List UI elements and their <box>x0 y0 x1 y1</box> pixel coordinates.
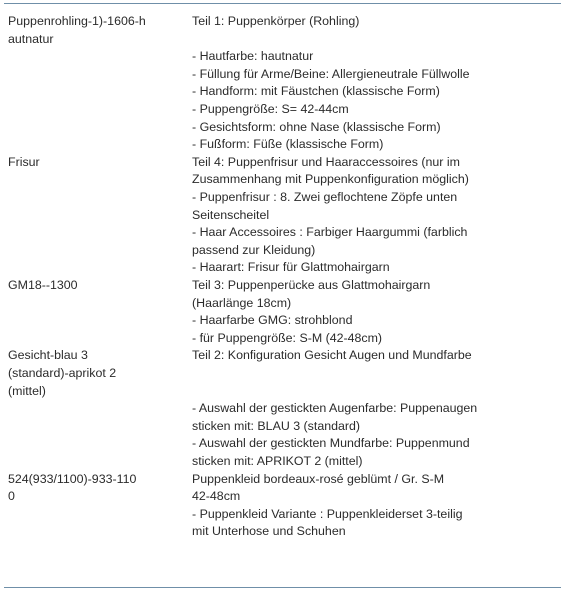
article-code-line: (standard)-aprikot 2 <box>8 365 117 380</box>
table-bottom-rule <box>4 587 561 588</box>
description-line: - Haarart: Frisur für Glattmohairgarn <box>192 260 390 275</box>
description-cell <box>192 277 558 347</box>
description-line: Teil 3: Puppenperücke aus Glattmohairgarn <box>192 278 431 292</box>
description-spacer <box>192 31 558 49</box>
article-code-cell <box>8 277 186 295</box>
article-code-line: GM18--1300 <box>8 278 78 292</box>
description-line: - Puppengröße: S= 42-44cm <box>192 101 349 116</box>
description-line: - Auswahl der gestickten Mundfarbe: Puppenmund <box>192 436 470 451</box>
description-line: - Haar Accessoires : Farbiger Haargummi (farblich <box>192 225 468 240</box>
description-line: - Handform: mit Fäustchen (klassische Form) <box>192 84 440 99</box>
description-line: Teil 4: Puppenfrisur und Haaraccessoires (nur im <box>192 154 460 169</box>
article-code-line: autnatur <box>8 31 54 46</box>
article-code-cell <box>8 471 186 506</box>
description-line: - für Puppengröße: S-M (42-48cm) <box>192 330 383 345</box>
description-line: - Puppenfrisur : 8. Zwei geflochtene Zöpfe unten <box>192 189 458 204</box>
article-code-cell <box>8 347 186 400</box>
description-cell <box>192 471 558 541</box>
article-code-line: Frisur <box>8 154 40 169</box>
description-line: - Fußform: Füße (klassische Form) <box>192 137 384 152</box>
description-spacer <box>192 383 558 401</box>
article-code-cell <box>8 154 186 172</box>
description-line: Teil 2: Konfiguration Gesicht Augen und Mundfarbe <box>192 348 472 363</box>
description-line: passend zur Kleidung) <box>192 242 316 257</box>
description-line: - Haarfarbe GMG: strohblond <box>192 313 353 328</box>
article-code-line: 0 <box>8 489 15 504</box>
description-line: sticken mit: APRIKOT 2 (mittel) <box>192 453 363 468</box>
article-code-line: 524(933/1100)-933-110 <box>8 471 137 486</box>
description-cell <box>192 13 558 154</box>
article-code-cell <box>8 13 186 48</box>
description-line: Seitenscheitel <box>192 207 270 222</box>
description-line: Zusammenhang mit Puppenkonfiguration möglich) <box>192 172 469 187</box>
description-line: - Gesichtsform: ohne Nase (klassische Form) <box>192 119 441 134</box>
description-line: Teil 1: Puppenkörper (Rohling) <box>192 14 360 28</box>
description-line: - Hautfarbe: hautnatur <box>192 49 314 64</box>
description-spacer <box>192 365 558 383</box>
description-line: - Füllung für Arme/Beine: Allergieneutrale Füllwolle <box>192 66 470 81</box>
description-cell <box>192 154 558 277</box>
table-top-rule <box>4 3 561 4</box>
description-line: - Auswahl der gestickten Augenfarbe: Puppenaugen <box>192 401 478 416</box>
description-line: (Haarlänge 18cm) <box>192 295 292 310</box>
article-code-line: Gesicht-blau 3 <box>8 348 88 363</box>
description-line: 42-48cm <box>192 489 241 504</box>
description-line: sticken mit: BLAU 3 (standard) <box>192 418 361 433</box>
description-line: - Puppenkleid Variante : Puppenkleiderset 3-teilig <box>192 506 463 521</box>
description-cell <box>192 347 558 470</box>
article-code-line: Puppenrohling-1)-1606-h <box>8 14 146 28</box>
article-code-line: (mittel) <box>8 383 46 398</box>
description-line: Puppenkleid bordeaux-rosé geblümt / Gr. S-M <box>192 471 445 486</box>
description-line: mit Unterhose und Schuhen <box>192 524 346 539</box>
